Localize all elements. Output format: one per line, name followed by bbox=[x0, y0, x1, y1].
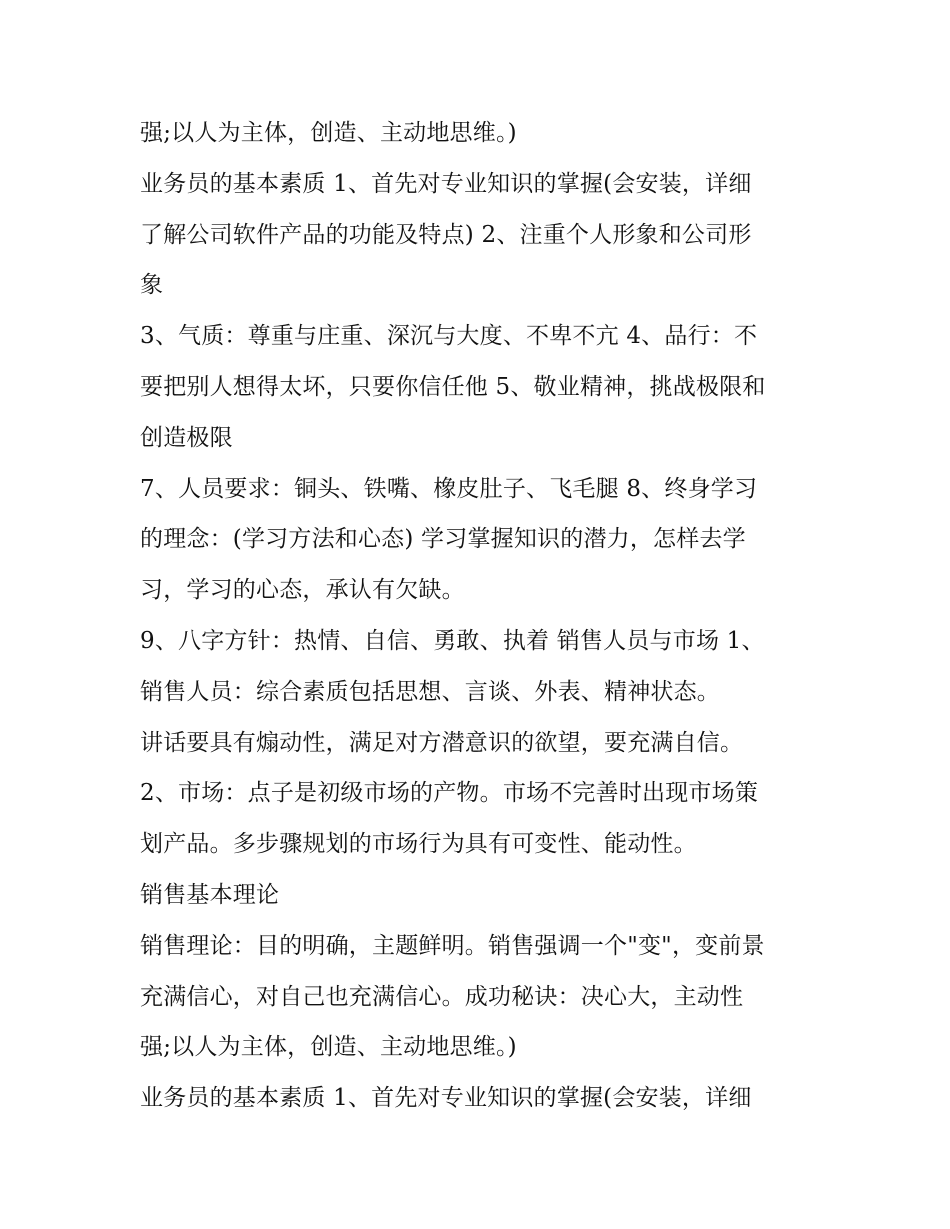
text-line-9: 的理念：(学习方法和心态) 学习掌握知识的潜力，怎样去学 bbox=[140, 526, 746, 553]
text-line-8: 7、人员要求：铜头、铁嘴、橡皮肚子、飞毛腿 8、终身学习 bbox=[140, 475, 758, 502]
text-line-3: 了解公司软件产品的功能及特点) 2、注重个人形象和公司形 bbox=[140, 221, 752, 248]
text-line-18: 充满信心，对自己也充满信心。成功秘诀：决心大，主动性 bbox=[140, 983, 744, 1010]
text-line-6: 要把别人想得太坏，只要你信任他 5、敬业精神，挑战极限和 bbox=[140, 373, 766, 400]
text-line-17: 销售理论：目的明确，主题鲜明。销售强调一个"变"，变前景 bbox=[140, 932, 765, 959]
text-line-13: 讲话要具有煽动性，满足对方潜意识的欲望，要充满自信。 bbox=[140, 729, 744, 756]
text-line-14: 2、市场：点子是初级市场的产物。市场不完善时出现市场策 bbox=[140, 780, 759, 807]
text-line-1: 强;以人为主体，创造、主动地思维。) bbox=[140, 120, 517, 146]
section-heading: 销售基本理论 bbox=[140, 881, 280, 908]
text-line-2: 业务员的基本素质 1、首先对专业知识的掌握(会安装，详细 bbox=[140, 170, 752, 197]
text-line-5: 3、气质：尊重与庄重、深沉与大度、不卑不亢 4、品行：不 bbox=[140, 323, 758, 350]
text-line-4: 象 bbox=[140, 272, 164, 299]
text-line-19: 强;以人为主体，创造、主动地思维。) bbox=[140, 1034, 517, 1061]
text-line-12: 销售人员：综合素质包括思想、言谈、外表、精神状态。 bbox=[140, 678, 720, 705]
text-line-7: 创造极限 bbox=[140, 424, 233, 451]
text-line-10: 习，学习的心态，承认有欠缺。 bbox=[140, 577, 465, 604]
document-body bbox=[140, 108, 820, 1124]
text-line-20: 业务员的基本素质 1、首先对专业知识的掌握(会安装，详细 bbox=[140, 1085, 752, 1112]
text-line-15: 划产品。多步骤规划的市场行为具有可变性、能动性。 bbox=[140, 831, 697, 858]
text-line-11: 9、八字方针：热情、自信、勇敢、执着 销售人员与市场 1、 bbox=[140, 627, 765, 654]
